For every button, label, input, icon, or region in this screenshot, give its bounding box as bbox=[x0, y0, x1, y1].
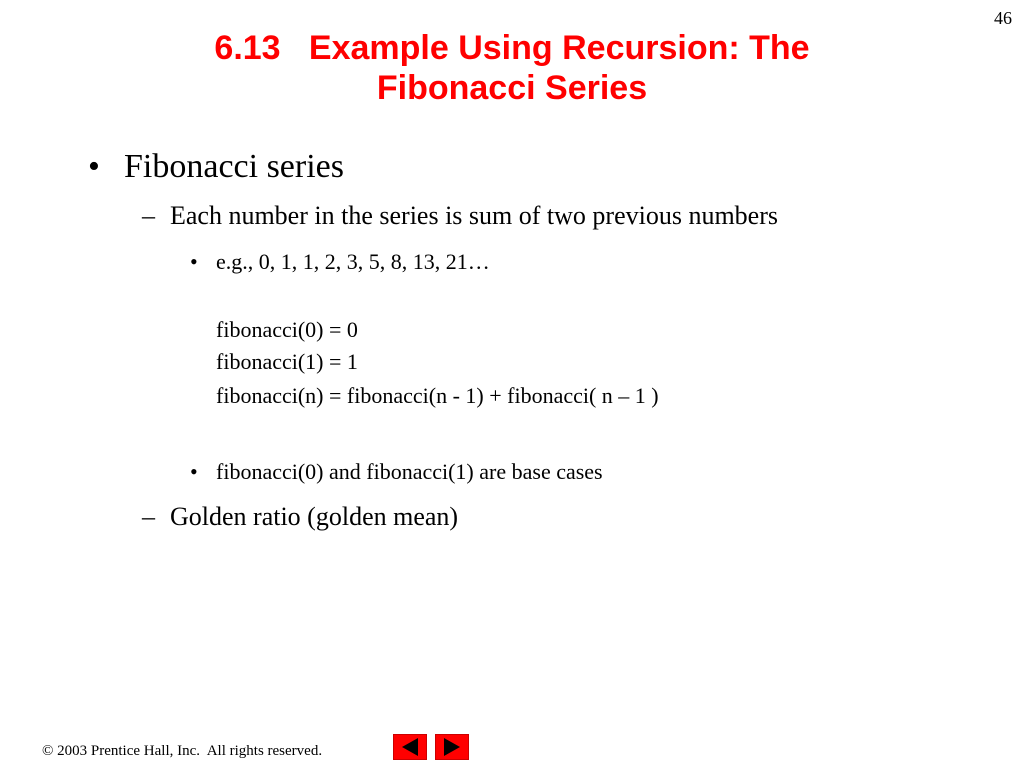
bullet-dot: • bbox=[88, 148, 100, 185]
page-number: 46 bbox=[994, 8, 1012, 28]
bullet-level1-fibonacci-series bbox=[88, 145, 344, 189]
bullet-text: e.g., 0, 1, 1, 2, 3, 5, 8, 13, 21… bbox=[216, 249, 490, 274]
triangle-left-icon bbox=[402, 738, 418, 756]
bullet-level3-base-cases bbox=[190, 458, 603, 486]
bullet-dot: • bbox=[190, 459, 198, 484]
formula-line: fibonacci(0) = 0 bbox=[216, 317, 358, 342]
bullet-text: Golden ratio (golden mean) bbox=[170, 502, 459, 531]
formula-line: fibonacci(n) = fibonacci(n - 1) + fibonacci( n – 1 ) bbox=[216, 383, 659, 408]
bullet-dash: – bbox=[142, 502, 155, 531]
next-slide-button[interactable] bbox=[435, 734, 469, 760]
slide-title-line2: Fibonacci Series bbox=[376, 69, 648, 107]
previous-slide-button[interactable] bbox=[393, 734, 427, 760]
copyright-footer: © 2003 Prentice Hall, Inc. All rights reserved. bbox=[42, 743, 323, 759]
bullet-dash: – bbox=[142, 201, 155, 230]
bullet-level3-example bbox=[190, 248, 490, 276]
slide-title-line1: 6.13 Example Using Recursion: The bbox=[214, 29, 810, 67]
bullet-level2-golden-ratio bbox=[142, 501, 458, 533]
formula-line: fibonacci(1) = 1 bbox=[216, 349, 358, 374]
bullet-text: fibonacci(0) and fibonacci(1) are base cases bbox=[216, 459, 603, 484]
triangle-right-icon bbox=[444, 738, 460, 756]
bullet-dot: • bbox=[190, 249, 198, 274]
bullet-text: Each number in the series is sum of two previous numbers bbox=[170, 201, 778, 230]
slide-title bbox=[0, 28, 1024, 108]
bullet-level2-each-number bbox=[142, 200, 778, 232]
bullet-text: Fibonacci series bbox=[124, 148, 344, 185]
